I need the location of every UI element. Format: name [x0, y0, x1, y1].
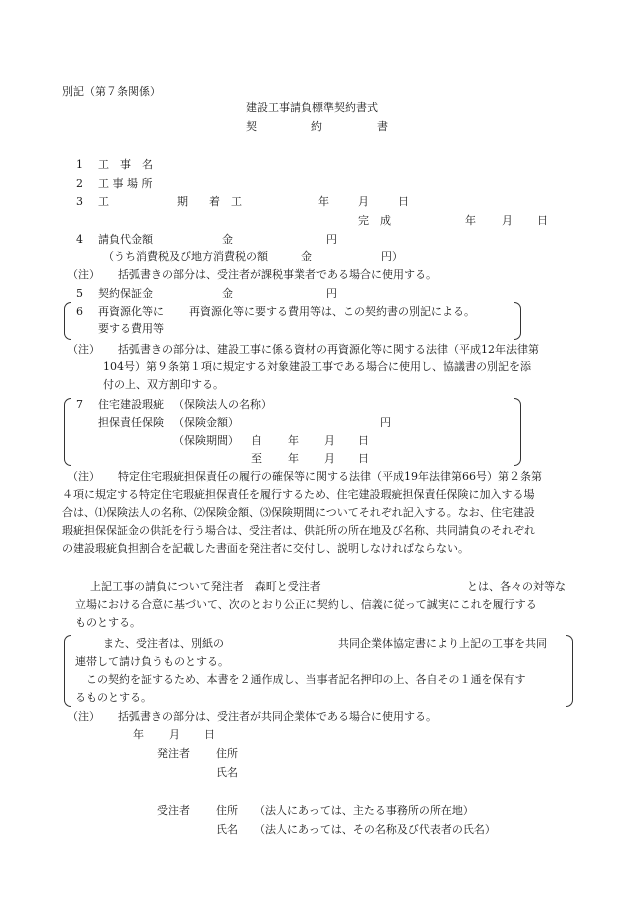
note-4-head: （注） [67, 710, 100, 723]
contract-amount-kin: 金 [222, 233, 233, 246]
note-3-head: （注） [67, 470, 100, 483]
start-year: 年 [318, 195, 329, 208]
jv-line-1b: 共同企業体協定書により上記の工事を共同 [338, 637, 547, 650]
jv-left-bracket [64, 635, 71, 707]
agreement-line-2: 立場における合意に基づいて、次のとおり公正に契約し、信義に従って誠実にこれを履行する [75, 598, 537, 611]
document-reference: 別記（第７条関係） [62, 85, 161, 98]
note-2-line-3: 付の上、双方割印する。 [103, 378, 224, 391]
item-5-label: 契約保証金 [98, 287, 153, 300]
item-6-right-bracket [514, 302, 521, 340]
subtitle-char-2: 約 [311, 120, 322, 133]
end-year: 年 [465, 214, 476, 227]
period-from-month: 月 [324, 434, 335, 447]
note-1-text: 括弧書きの部分は、受注者が課税事業者である場合に使用する。 [118, 268, 437, 281]
contractor-name-label: 氏名 [216, 823, 238, 836]
contract-amount-yen: 円 [326, 233, 337, 246]
sign-date-year: 年 [133, 728, 144, 741]
note-3-line-1: 特定住宅瑕疵担保責任の履行の確保等に関する法律（平成19年法律第66号）第２条第 [118, 470, 542, 483]
tax-amount-label: （うち消費税及び地方消費税の額 [103, 250, 268, 263]
insurer-label: （保険法人の名称） [173, 398, 272, 411]
orderer-label: 発注者 [157, 747, 190, 760]
note-3-line-3: 合は、⑴保険法人の名称、⑵保険金額、⑶保険期間についてそれぞれ記入する。なお、住宅建設 [62, 506, 535, 519]
item-6-label-2: 要する費用等 [98, 322, 164, 335]
end-label: 完 成 [358, 214, 391, 227]
item-1-number: 1 [76, 158, 83, 171]
item-7-right-bracket [514, 398, 521, 466]
start-label: 着 工 [209, 195, 242, 208]
item-7-label: 住宅建設瑕疵 [98, 398, 164, 411]
item-7-number: 7 [76, 398, 83, 411]
orderer-address-label: 住所 [216, 747, 238, 760]
period-to-year: 年 [288, 452, 299, 465]
item-6-number: 6 [76, 305, 83, 318]
document-title: 建設工事請負標準契約書式 [246, 101, 378, 114]
execution-line-1: この契約を証するため、本書を２通作成し、当事者記名押印の上、各自その１通を保有す [86, 673, 526, 686]
jv-right-bracket [566, 635, 573, 707]
jv-line-2: 連帯して請け負うものとする。 [75, 655, 229, 668]
guarantee-kin: 金 [222, 287, 233, 300]
item-7-left-bracket [64, 398, 71, 466]
tax-amount-yen: 円） [381, 250, 403, 263]
note-3-line-2: ４項に規定する特定住宅瑕疵担保責任を履行するため、住宅建設瑕疵担保責任保険に加入する場 [62, 488, 535, 501]
start-month: 月 [358, 195, 369, 208]
period-to-day: 日 [358, 452, 369, 465]
jv-line-1a: また、受注者は、別紙の [103, 637, 224, 650]
tax-amount-kin: 金 [301, 250, 312, 263]
period-from-day: 日 [358, 434, 369, 447]
subtitle-char-3: 書 [377, 120, 388, 133]
note-1-head: （注） [67, 268, 100, 281]
sign-date-month: 月 [169, 728, 180, 741]
end-month: 月 [502, 214, 513, 227]
item-7-label-2: 担保責任保険 [98, 416, 164, 429]
agreement-line-1a: 上記工事の請負について発注者 森町と受注者 [90, 580, 321, 593]
insurance-period-label: （保険期間） [173, 434, 239, 447]
item-6-text: 再資源化等に要する費用等は、この契約書の別記による。 [189, 305, 475, 318]
contractor-label: 受注者 [157, 804, 190, 817]
sign-date-day: 日 [204, 728, 215, 741]
insured-amount-yen: 円 [380, 416, 391, 429]
period-from: 自 [251, 434, 262, 447]
agreement-line-3: ものとする。 [75, 616, 141, 629]
agreement-line-1b: とは、各々の対等な [467, 580, 566, 593]
start-day: 日 [398, 195, 409, 208]
execution-line-2: るものとする。 [75, 691, 152, 704]
item-3-label-2: 期 [177, 195, 188, 208]
item-2-number: 2 [76, 177, 83, 190]
contractor-address-note: （法人にあっては、主たる事務所の所在地） [254, 804, 474, 817]
contractor-address-label: 住所 [216, 804, 238, 817]
item-3-number: 3 [76, 195, 83, 208]
item-3-label: 工 [98, 195, 109, 208]
item-6-left-bracket [64, 302, 71, 340]
end-day: 日 [537, 214, 548, 227]
subtitle-char-1: 契 [246, 120, 257, 133]
item-2-label: 工 事 場 所 [98, 177, 153, 190]
period-to-month: 月 [324, 452, 335, 465]
item-6-label: 再資源化等に [98, 305, 164, 318]
period-to: 至 [251, 452, 262, 465]
item-5-number: 5 [76, 287, 83, 300]
item-4-label: 請負代金額 [98, 233, 153, 246]
contractor-name-note: （法人にあっては、その名称及び代表者の氏名） [254, 823, 496, 836]
item-4-number: 4 [76, 233, 83, 246]
note-4-text: 括弧書きの部分は、受注者が共同企業体である場合に使用する。 [118, 710, 437, 723]
guarantee-yen: 円 [326, 287, 337, 300]
insured-amount-label: （保険金額） [173, 416, 239, 429]
period-from-year: 年 [288, 434, 299, 447]
note-2-line-1: 括弧書きの部分は、建設工事に係る資材の再資源化等に関する法律（平成12年法律第 [118, 343, 539, 356]
note-2-line-2: 104号）第９条第１項に規定する対象建設工事である場合に使用し、協議書の別記を添 [103, 360, 531, 373]
note-3-line-5: の建設瑕疵負担割合を記載した書面を発注者に交付し、説明しなければならない。 [62, 542, 469, 555]
orderer-name-label: 氏名 [216, 766, 238, 779]
note-3-line-4: 瑕疵担保保証金の供託を行う場合は、受注者は、供託所の所在地及び名称、共同請負のそれぞれ [62, 524, 535, 537]
item-1-label: 工 事 名 [98, 158, 153, 171]
note-2-head: （注） [67, 343, 100, 356]
